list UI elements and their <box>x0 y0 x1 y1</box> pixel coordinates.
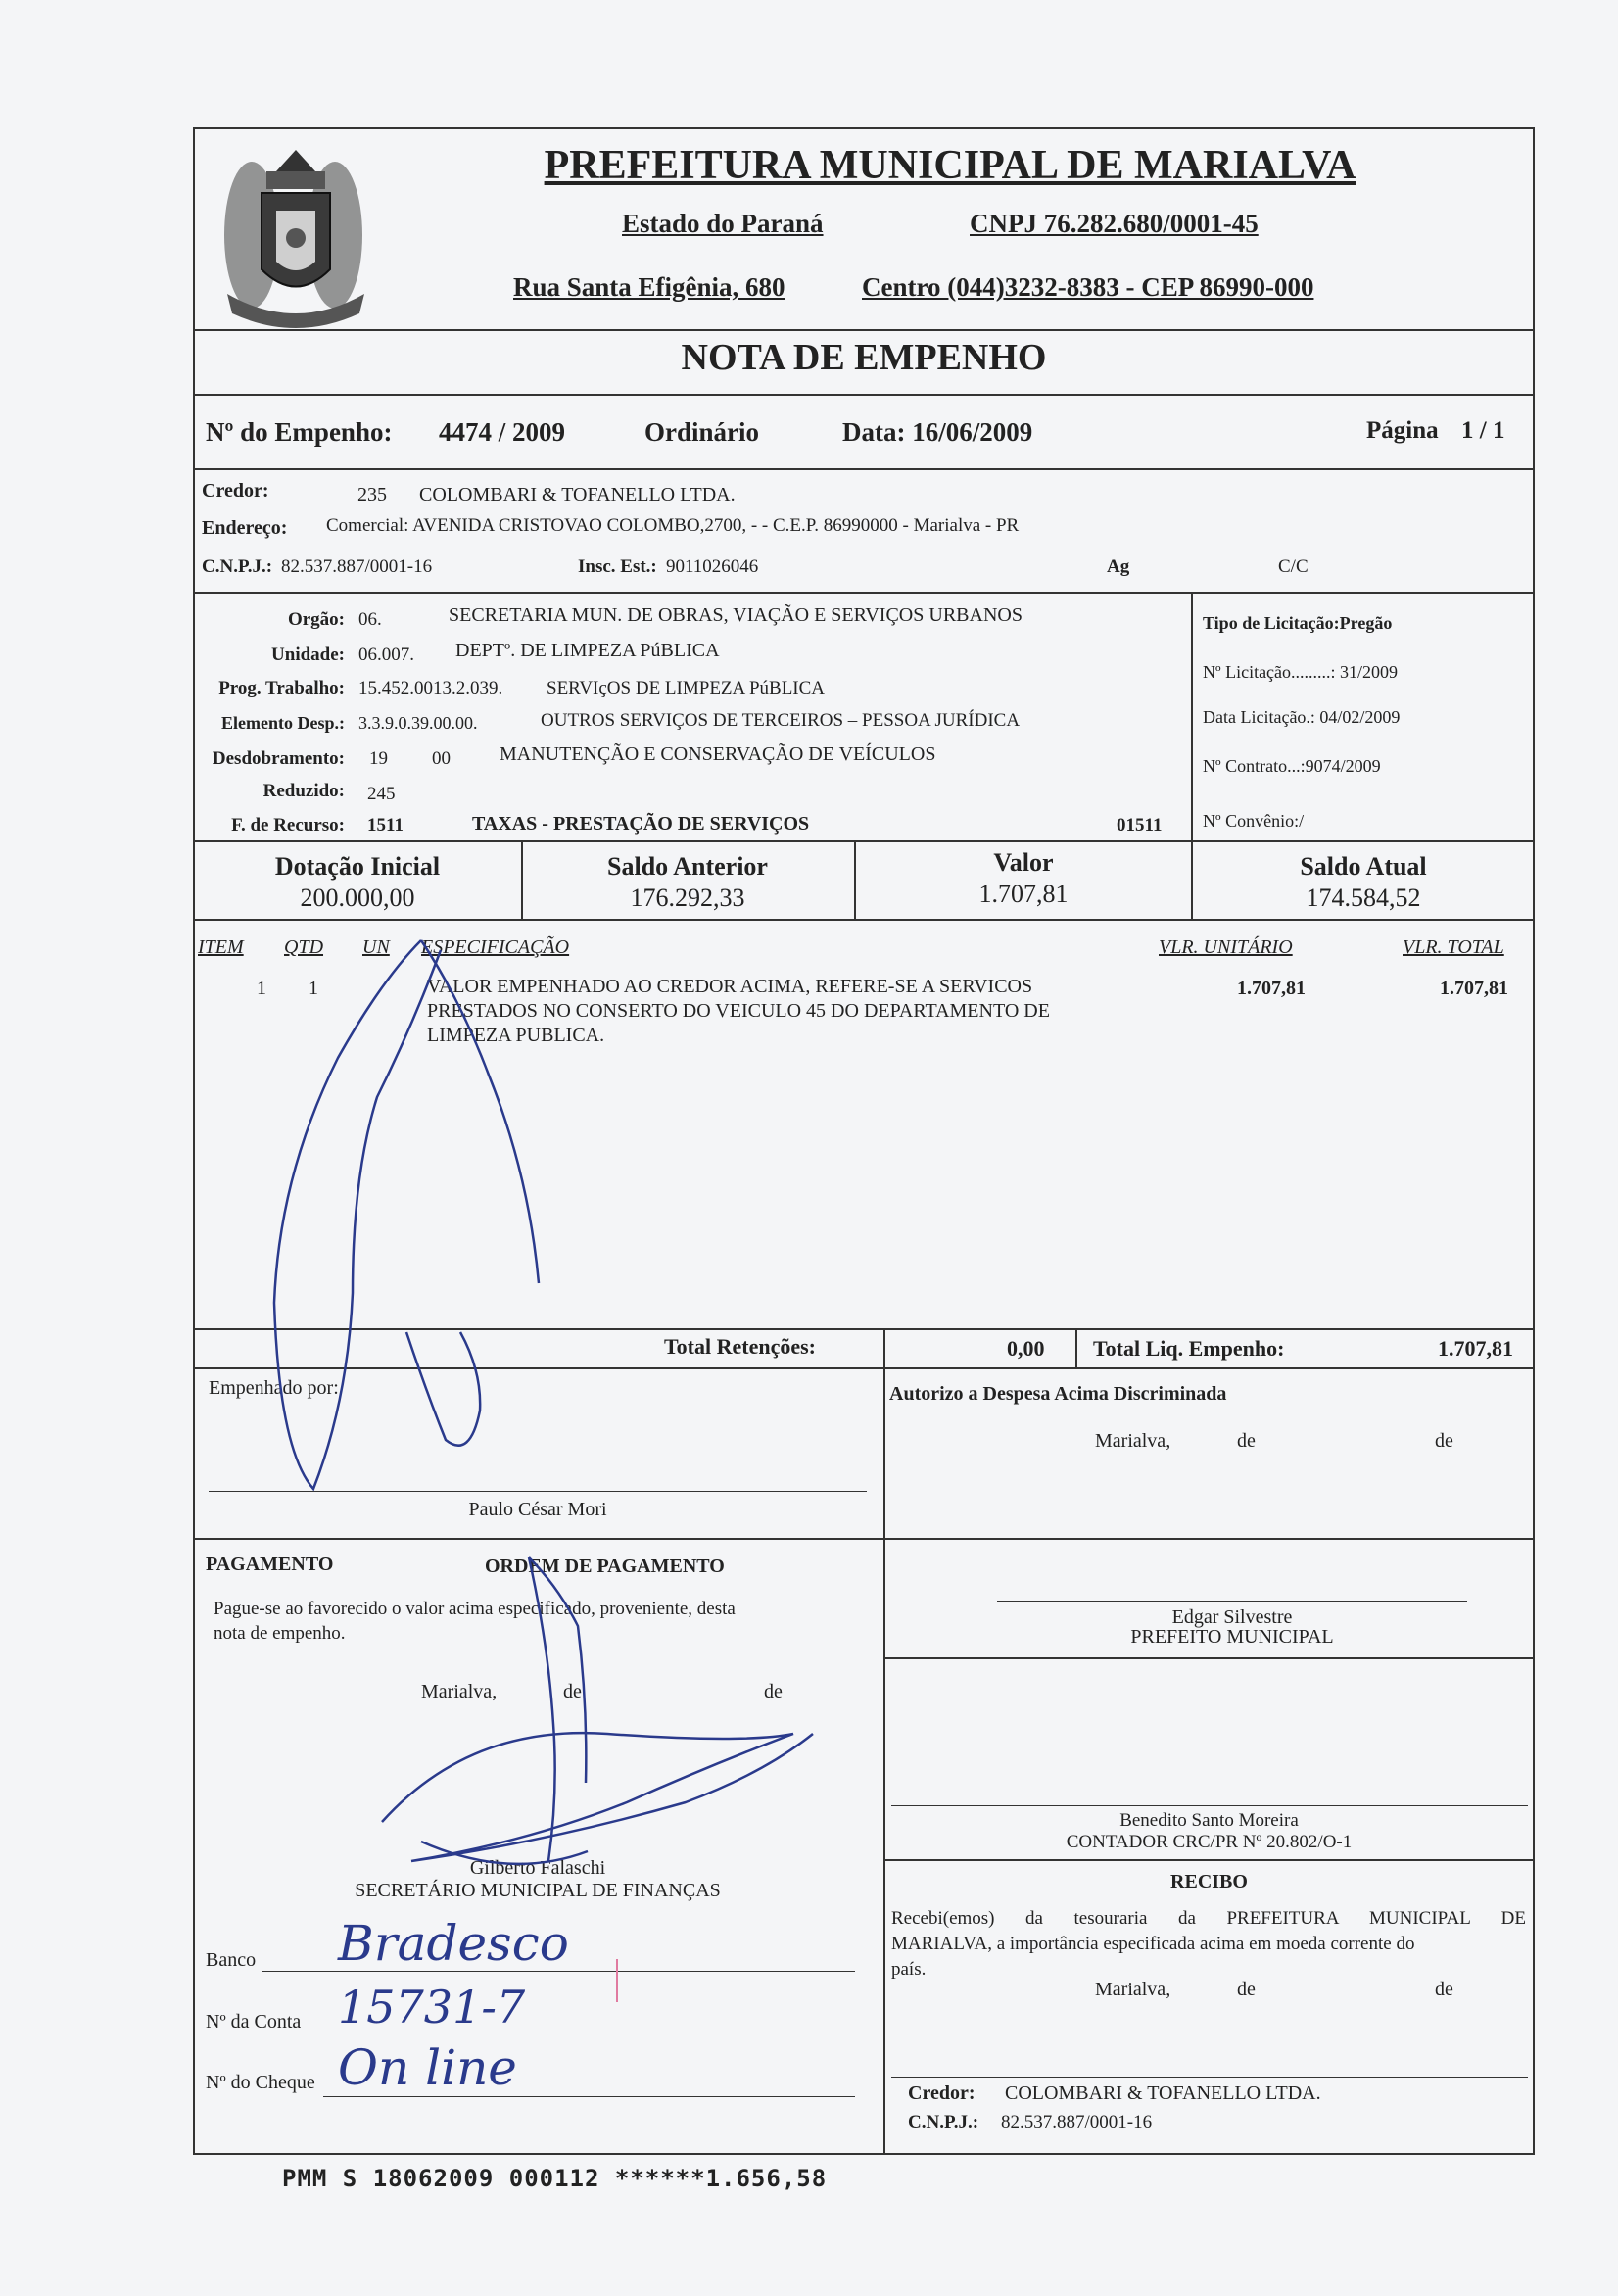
licitacao-tipo: Tipo de Licitação:Pregão <box>1203 613 1393 633</box>
dotacao-value: 200.000,00 <box>300 884 415 912</box>
recibo-credor-value: COLOMBARI & TOFANELLO LTDA. <box>1005 2082 1321 2104</box>
pagamento-text2: nota de empenho. <box>214 1623 346 1644</box>
recibo-place: Marialva, <box>1095 1979 1171 2000</box>
recibo-cnpj-label: C.N.P.J.: <box>908 2112 979 2132</box>
col-espec: ESPECIFICAÇÃO <box>421 936 570 958</box>
endereco-value: Comercial: AVENIDA CRISTOVAO COLOMBO,2700, - - C.E.P. 86990000 - Marialva - PR <box>326 515 1020 536</box>
empenhado-signer: Paulo César Mori <box>468 1499 607 1520</box>
rec-label: F. de Recurso: <box>231 815 345 836</box>
header-cnpj: CNPJ 76.282.680/0001-45 <box>970 209 1259 238</box>
unidade-desc: DEPTº. DE LIMPEZA PúBLICA <box>455 640 720 661</box>
unidade-label: Unidade: <box>271 645 345 665</box>
cnpj-label: C.N.P.J.: <box>202 556 273 577</box>
cc-label: C/C <box>1278 556 1309 577</box>
recibo-title: RECIBO <box>1170 1871 1248 1892</box>
cheque-handwritten: On line <box>338 2039 517 2096</box>
header-title: PREFEITURA MUNICIPAL DE MARIALVA <box>544 143 1356 188</box>
licitacao-data: Data Licitação.: 04/02/2009 <box>1203 707 1401 727</box>
doc-title: NOTA DE EMPENHO <box>681 337 1047 378</box>
red-value: 245 <box>367 784 396 804</box>
rec-code: 1511 <box>367 815 404 836</box>
pagamento-place: Marialva, <box>421 1681 498 1702</box>
autorizo-de2: de <box>1435 1430 1453 1452</box>
prog-label: Prog. Trabalho: <box>218 678 345 698</box>
contador-role: CONTADOR CRC/PR Nº 20.802/O-1 <box>1066 1832 1353 1852</box>
licitacao-contrato: Nº Contrato...:9074/2009 <box>1203 756 1381 776</box>
elem-desc: OUTROS SERVIÇOS DE TERCEIROS – PESSOA JURÍDICA <box>541 710 1021 731</box>
item-unit-value: 1.707,81 <box>1237 978 1306 999</box>
page-label: Página <box>1366 417 1439 444</box>
red-label: Reduzido: <box>262 781 345 801</box>
recibo-text2: MARIALVA, a importância especificada acima em moeda corrente do <box>891 1934 1415 1954</box>
liq-label: Total Liq. Empenho: <box>1093 1336 1285 1361</box>
conta-label: Nº da Conta <box>206 2011 302 2033</box>
pagamento-title: PAGAMENTO <box>206 1554 334 1575</box>
valor-label: Valor <box>993 848 1054 877</box>
ordem-pagamento: ORDEM DE PAGAMENTO <box>485 1555 725 1577</box>
pagamento-de1: de <box>563 1681 582 1702</box>
endereco-label: Endereço: <box>202 517 288 539</box>
pagamento-text1: Pague-se ao favorecido o valor acima especificado, proveniente, desta <box>214 1599 736 1619</box>
licitacao-numero: Nº Licitação.........: 31/2009 <box>1203 662 1399 682</box>
desd-code1: 19 <box>369 748 388 769</box>
recibo-text1: Recebi(emos) da tesouraria da PREFEITURA MUNICIPAL DE <box>891 1908 1526 1929</box>
recibo-de1: de <box>1237 1979 1256 2000</box>
prog-desc: SERVIçOS DE LIMPEZA PúBLICA <box>547 678 826 698</box>
elem-label: Elemento Desp.: <box>221 713 345 733</box>
item-number: 1 <box>257 978 266 999</box>
conta-handwritten: 15731-7 <box>338 1981 526 2033</box>
licitacao-convenio: Nº Convênio:/ <box>1203 811 1305 831</box>
retencoes-value: 0,00 <box>1007 1336 1045 1361</box>
insc-value: 9011026046 <box>666 556 759 577</box>
footer-stamp: PMM S 18062009 000112 ******1.656,58 <box>282 2165 828 2192</box>
autorizo-title: Autorizo a Despesa Acima Discriminada <box>889 1383 1227 1405</box>
item-total-value: 1.707,81 <box>1440 978 1508 999</box>
credor-label: Credor: <box>202 480 269 502</box>
recibo-text3: país. <box>891 1959 927 1980</box>
col-item: ITEM <box>198 936 244 958</box>
desd-desc: MANUTENÇÃO E CONSERVAÇÃO DE VEÍCULOS <box>500 743 936 765</box>
orgao-desc: SECRETARIA MUN. DE OBRAS, VIAÇÃO E SERVIÇOS URBANOS <box>449 604 1023 626</box>
saldo-anterior-value: 176.292,33 <box>630 884 745 912</box>
item-desc-line1: VALOR EMPENHADO AO CREDOR ACIMA, REFERE-SE A SERVICOS <box>427 976 1033 997</box>
credor-code: 235 <box>357 484 387 505</box>
empenho-date: Data: 16/06/2009 <box>842 417 1033 447</box>
autorizo-de1: de <box>1237 1430 1256 1452</box>
recibo-de2: de <box>1435 1979 1453 2000</box>
pagamento-de2: de <box>764 1681 783 1702</box>
empenho-type: Ordinário <box>644 417 760 447</box>
desd-code2: 00 <box>432 748 451 769</box>
empenho-value: 4474 / 2009 <box>439 417 566 447</box>
contador-signer: Benedito Santo Moreira <box>1119 1810 1299 1831</box>
rec-desc: TAXAS - PRESTAÇÃO DE SERVIÇOS <box>472 813 810 835</box>
insc-label: Insc. Est.: <box>578 556 657 577</box>
col-vlr-unit: VLR. UNITÁRIO <box>1159 936 1293 958</box>
saldo-atual-value: 174.584,52 <box>1306 884 1421 912</box>
retencoes-label: Total Retenções: <box>664 1334 816 1359</box>
prefeito-signer: Edgar Silvestre <box>1171 1606 1293 1628</box>
header-district-phone: Centro (044)3232-8383 - CEP 86990-000 <box>862 272 1314 302</box>
prefeito-role: PREFEITO MUNICIPAL <box>1130 1626 1334 1648</box>
rec-code2: 01511 <box>1117 815 1163 836</box>
col-un: UN <box>362 936 390 958</box>
empenhado-label: Empenhado por: <box>209 1377 339 1399</box>
header-address: Rua Santa Efigênia, 680 <box>513 272 785 302</box>
dotacao-label: Dotação Inicial <box>274 852 441 881</box>
credor-name: COLOMBARI & TOFANELLO LTDA. <box>419 484 736 505</box>
col-qtd: QTD <box>284 936 324 958</box>
unidade-code: 06.007. <box>358 645 414 665</box>
col-vlr-total: VLR. TOTAL <box>1403 936 1504 958</box>
autorizo-place: Marialva, <box>1095 1430 1171 1452</box>
desd-label: Desdobramento: <box>212 748 345 769</box>
item-desc-line2: PRESTADOS NO CONSERTO DO VEICULO 45 DO DEPARTAMENTO DE <box>427 1000 1050 1022</box>
elem-code: 3.3.9.0.39.00.00. <box>358 713 478 733</box>
pagamento-role: SECRETÁRIO MUNICIPAL DE FINANÇAS <box>355 1880 721 1901</box>
prog-code: 15.452.0013.2.039. <box>358 678 503 698</box>
page-value: 1 / 1 <box>1461 417 1505 444</box>
recibo-credor-label: Credor: <box>908 2082 976 2104</box>
item-qtd: 1 <box>309 978 318 999</box>
banco-label: Banco <box>206 1949 257 1971</box>
header-state: Estado do Paraná <box>622 209 824 238</box>
recibo-cnpj-value: 82.537.887/0001-16 <box>1001 2112 1153 2132</box>
saldo-anterior-label: Saldo Anterior <box>607 852 768 881</box>
cnpj-value: 82.537.887/0001-16 <box>281 556 433 577</box>
item-desc-line3: LIMPEZA PUBLICA. <box>427 1025 605 1046</box>
pagamento-signer: Gilberto Falaschi <box>469 1857 606 1879</box>
cheque-label: Nº do Cheque <box>206 2072 315 2093</box>
banco-handwritten: Bradesco <box>338 1915 569 1972</box>
orgao-code: 06. <box>358 609 382 630</box>
empenho-label: Nº do Empenho: <box>206 417 393 447</box>
saldo-atual-label: Saldo Atual <box>1300 852 1427 881</box>
ag-label: Ag <box>1107 556 1130 577</box>
orgao-label: Orgão: <box>287 609 345 630</box>
liq-value: 1.707,81 <box>1438 1336 1513 1361</box>
valor-value: 1.707,81 <box>978 880 1069 908</box>
